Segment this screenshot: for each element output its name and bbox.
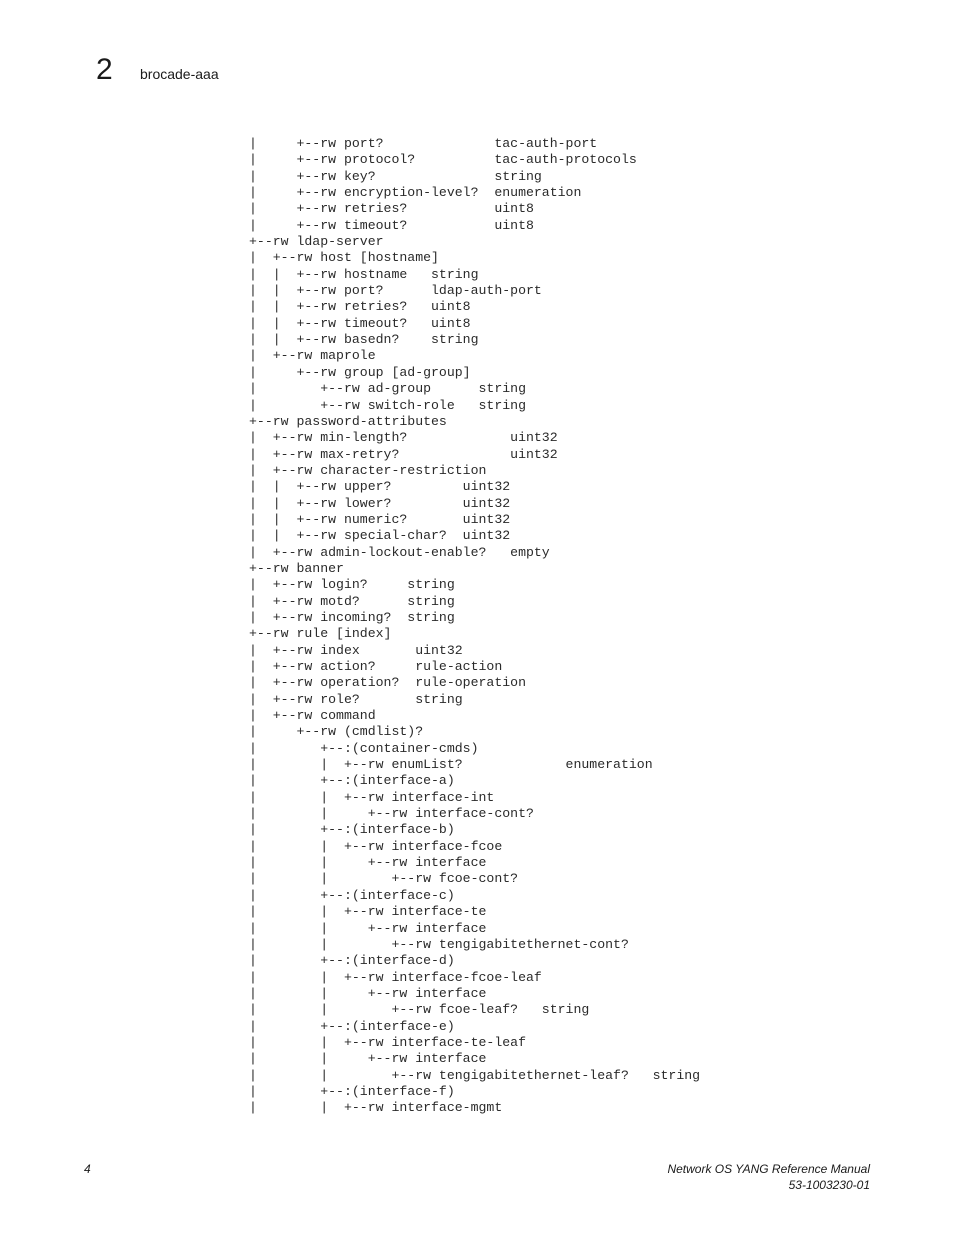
tree-line: | +--rw character-restriction	[249, 462, 487, 478]
tree-line: | | +--rw interface-cont?	[249, 806, 534, 822]
tree-line: | +--:(interface-e)	[249, 1018, 455, 1034]
tree-line: | | +--rw tengigabitethernet-leaf? string	[249, 1067, 701, 1083]
tree-line: | +--rw action? rule-action	[249, 659, 503, 674]
tree-line: +--rw rule [index]	[249, 626, 392, 642]
tree-line: | | +--rw interface	[249, 985, 487, 1001]
tree-line: | | +--rw port? ldap-auth-port	[249, 283, 542, 299]
tree-line: | | +--rw timeout? uint8	[249, 315, 471, 331]
tree-line: | +--:(interface-d)	[249, 953, 455, 969]
tree-line: | | +--rw interface-fcoe-leaf	[249, 969, 542, 985]
tree-line: | | +--rw interface	[249, 920, 487, 936]
document-number: 53-1003230-01	[788, 1178, 870, 1192]
tree-line: | +--rw timeout? uint8	[249, 217, 534, 233]
tree-line: | +--rw min-length? uint32	[249, 430, 558, 446]
tree-line: | | +--rw enumList? enumeration	[249, 757, 653, 773]
tree-line: | +--rw key? string	[249, 168, 542, 184]
tree-line: | +--rw host [hostname]	[249, 250, 439, 266]
tree-line: +--rw banner	[249, 560, 344, 576]
tree-line: | +--rw incoming? string	[249, 609, 455, 625]
tree-line: | +--rw ad-group string	[249, 381, 526, 397]
chapter-title: brocade-aaa	[140, 66, 219, 82]
tree-line: | +--rw role? string	[249, 691, 463, 707]
tree-line: | +--rw maprole	[249, 348, 376, 364]
tree-line: | +--rw index uint32	[249, 642, 463, 658]
tree-line: +--rw ldap-server	[249, 234, 384, 250]
tree-line: | +--rw encryption-level? enumeration	[249, 185, 582, 201]
tree-line: +--rw password-attributes	[249, 413, 447, 429]
tree-line: | | +--rw special-char? uint32	[249, 528, 511, 544]
yang-tree-listing	[249, 136, 700, 1117]
tree-line: | +--rw motd? string	[249, 593, 455, 609]
tree-line: | +--rw admin-lockout-enable? empty	[249, 544, 550, 560]
tree-line: | +--rw group [ad-group]	[249, 364, 471, 380]
tree-line: | +--:(interface-c)	[249, 887, 455, 903]
tree-line: | +--rw operation? rule-operation	[249, 675, 526, 691]
tree-line: | +--rw command	[249, 708, 376, 724]
tree-line: | | +--rw interface-int	[249, 789, 495, 805]
tree-line: | | +--rw basedn? string	[249, 332, 479, 348]
tree-line: | +--rw login? string	[249, 577, 455, 593]
tree-line: | +--:(container-cmds)	[249, 740, 479, 756]
tree-line: | | +--rw numeric? uint32	[249, 511, 511, 527]
tree-line: | | +--rw hostname string	[249, 266, 479, 282]
tree-line: | | +--rw interface	[249, 855, 487, 871]
tree-line: | +--rw protocol? tac-auth-protocols	[249, 152, 637, 168]
tree-line: | | +--rw upper? uint32	[249, 479, 511, 495]
page-number: 4	[84, 1162, 91, 1176]
tree-line: | | +--rw interface-mgmt	[249, 1100, 503, 1116]
chapter-number: 2	[96, 53, 113, 86]
tree-line: | | +--rw retries? uint8	[249, 299, 471, 315]
tree-line: | | +--rw interface	[249, 1051, 487, 1067]
tree-line: | +--rw retries? uint8	[249, 201, 534, 217]
tree-line: | +--rw port? tac-auth-port	[249, 136, 598, 151]
tree-line: | | +--rw tengigabitethernet-cont?	[249, 936, 629, 952]
tree-line: | | +--rw interface-te-leaf	[249, 1034, 526, 1050]
footer-manual-info	[667, 1161, 870, 1193]
tree-line: | | +--rw interface-te	[249, 904, 487, 920]
tree-line: | +--:(interface-a)	[249, 773, 455, 789]
tree-line: | +--rw switch-role string	[249, 397, 526, 413]
tree-line: | | +--rw fcoe-cont?	[249, 871, 519, 887]
tree-line: | +--:(interface-f)	[249, 1083, 455, 1099]
tree-line: | +--rw (cmdlist)?	[249, 724, 424, 740]
tree-line: | +--rw max-retry? uint32	[249, 446, 558, 462]
tree-line: | +--:(interface-b)	[249, 822, 455, 838]
manual-title: Network OS YANG Reference Manual	[667, 1162, 870, 1176]
tree-line: | | +--rw lower? uint32	[249, 495, 511, 511]
tree-line: | | +--rw fcoe-leaf? string	[249, 1002, 590, 1018]
tree-line: | | +--rw interface-fcoe	[249, 838, 503, 854]
